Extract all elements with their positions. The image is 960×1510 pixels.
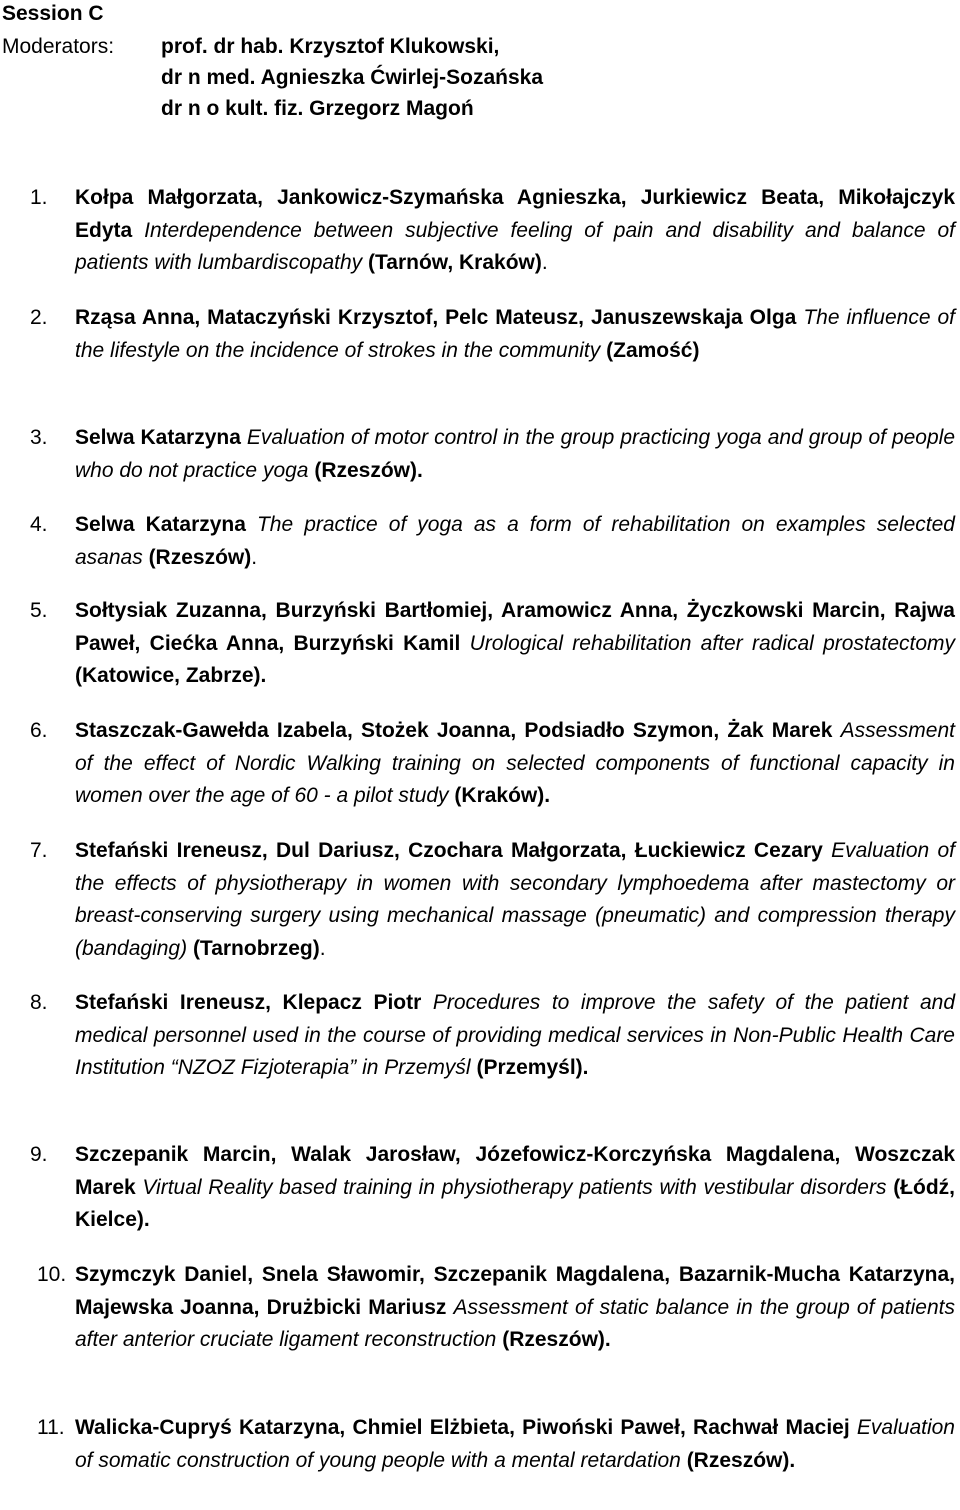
authors: Selwa Katarzyna xyxy=(75,426,241,449)
authors: Stefański Ireneusz, Dul Dariusz, Czochara Małgorzata, Łuckiewicz Cezary xyxy=(75,839,823,862)
location: (Rzeszów). xyxy=(686,1448,796,1472)
list-item xyxy=(30,422,956,487)
trailing-punctuation: . xyxy=(251,545,258,569)
session-heading: Session C xyxy=(2,2,104,25)
moderator-name: prof. dr hab. Krzysztof Klukowski, xyxy=(161,35,500,58)
moderators-label: Moderators: xyxy=(2,35,115,58)
moderator-name: dr n o kult. fiz. Grzegorz Magoń xyxy=(161,97,474,120)
paper-title: Virtual Reality based training in physiotherapy patients with vestibular disorders xyxy=(142,1175,887,1199)
item-number: 5. xyxy=(30,599,48,622)
item-number: 8. xyxy=(30,991,48,1014)
location: (Tarnobrzeg) xyxy=(192,936,320,960)
authors: Szczepanik Marcin, Walak Jarosław, Józefowicz-Korczyńska Magdalena, Woszczak Marek xyxy=(75,1143,955,1199)
item-number: 7. xyxy=(30,839,48,862)
location: (Kraków). xyxy=(454,784,551,808)
item-number: 3. xyxy=(30,426,48,449)
paper-title: Evaluation of the effects of physiotherapy in women with secondary lymphoedema after mastectomy or breast-conserving surgery using mechanical massage (pneumatic) and compression therapy (bandaging) xyxy=(75,839,955,960)
trailing-punctuation: . xyxy=(541,251,548,275)
list-item xyxy=(37,1412,955,1477)
location: (Tarnów, Kraków) xyxy=(368,251,542,275)
item-number: 4. xyxy=(30,513,48,536)
list-item xyxy=(30,835,955,965)
location: (Przemyśl). xyxy=(476,1056,589,1080)
paper-title: Assessment of the effect of Nordic Walking training on selected components of functional capacity in women over the age of 60 - a pilot study xyxy=(75,719,955,808)
location: (Rzeszów) xyxy=(148,545,252,569)
authors: Stefański Ireneusz, Klepacz Piotr xyxy=(75,991,422,1014)
list-item xyxy=(37,1259,956,1357)
item-number: 9. xyxy=(30,1143,48,1166)
moderator-name: dr n med. Agnieszka Ćwirlej-Sozańska xyxy=(161,66,543,89)
paper-title: Evaluation of somatic construction of young people with a mental retardation xyxy=(75,1416,955,1472)
location: (Zamość) xyxy=(606,338,700,362)
list-item xyxy=(30,595,956,693)
paper-title: Urological rehabilitation after radical prostatectomy xyxy=(469,631,956,655)
paper-title: The practice of yoga as a form of rehabilitation on examples selected asanas xyxy=(75,513,955,569)
list-item xyxy=(30,509,955,574)
paper-title: The influence of the lifestyle on the incidence of strokes in the community xyxy=(75,306,955,362)
item-number: 10. xyxy=(37,1263,67,1286)
authors: Szymczyk Daniel, Snela Sławomir, Szczepanik Magdalena, Bazarnik-Mucha Katarzyna, Majewska Joanna, Drużbicki Mariusz xyxy=(75,1263,955,1319)
paper-title: Interdependence between subjective feeling of pain and disability and balance of patients with lumbardiscopathy xyxy=(75,218,955,275)
location: (Rzeszów). xyxy=(502,1328,611,1352)
authors: Staszczak-Gawełda Izabela, Stożek Joanna, Podsiadło Szymon, Żak Marek xyxy=(75,719,833,742)
location: (Łódź, Kielce). xyxy=(75,1175,955,1232)
paper-title: Procedures to improve the safety of the patient and medical personnel used in the course of providing medical services in Non-Public Health Care Institution “NZOZ Fizjoterapia” in Przemyśl xyxy=(75,991,955,1080)
location: (Rzeszów). xyxy=(314,458,423,482)
location: (Katowice, Zabrze). xyxy=(75,664,267,688)
list-item xyxy=(30,182,955,280)
list-item xyxy=(30,1139,955,1237)
paper-title: Evaluation of motor control in the group practicing yoga and group of people who do not practice yoga xyxy=(75,426,956,482)
list-item xyxy=(30,715,955,813)
authors: Walicka-Cupryś Katarzyna, Chmiel Elżbieta, Piwoński Paweł, Rachwał Maciej xyxy=(75,1416,850,1439)
authors: Kołpa Małgorzata, Jankowicz-Szymańska Agnieszka, Jurkiewicz Beata, Mikołajczyk Edyta xyxy=(75,186,955,242)
item-number: 6. xyxy=(30,719,48,742)
authors: Sołtysiak Zuzanna, Burzyński Bartłomiej, Aramowicz Anna, Życzkowski Marcin, Rajwa Paweł, Ciećka Anna, Burzyński Kamil xyxy=(75,599,955,655)
item-number: 11. xyxy=(37,1416,65,1439)
paper-title: Assessment of static balance in the group of patients after anterior cruciate ligament reconstruction xyxy=(75,1295,956,1352)
item-number: 2. xyxy=(30,306,48,329)
list-item xyxy=(30,987,955,1085)
list-item xyxy=(30,302,955,367)
trailing-punctuation: . xyxy=(319,936,326,960)
authors: Rząsa Anna, Mataczyński Krzysztof, Pelc Mateusz, Januszewskaja Olga xyxy=(75,306,797,329)
item-number: 1. xyxy=(30,186,48,209)
authors: Selwa Katarzyna xyxy=(75,513,246,536)
